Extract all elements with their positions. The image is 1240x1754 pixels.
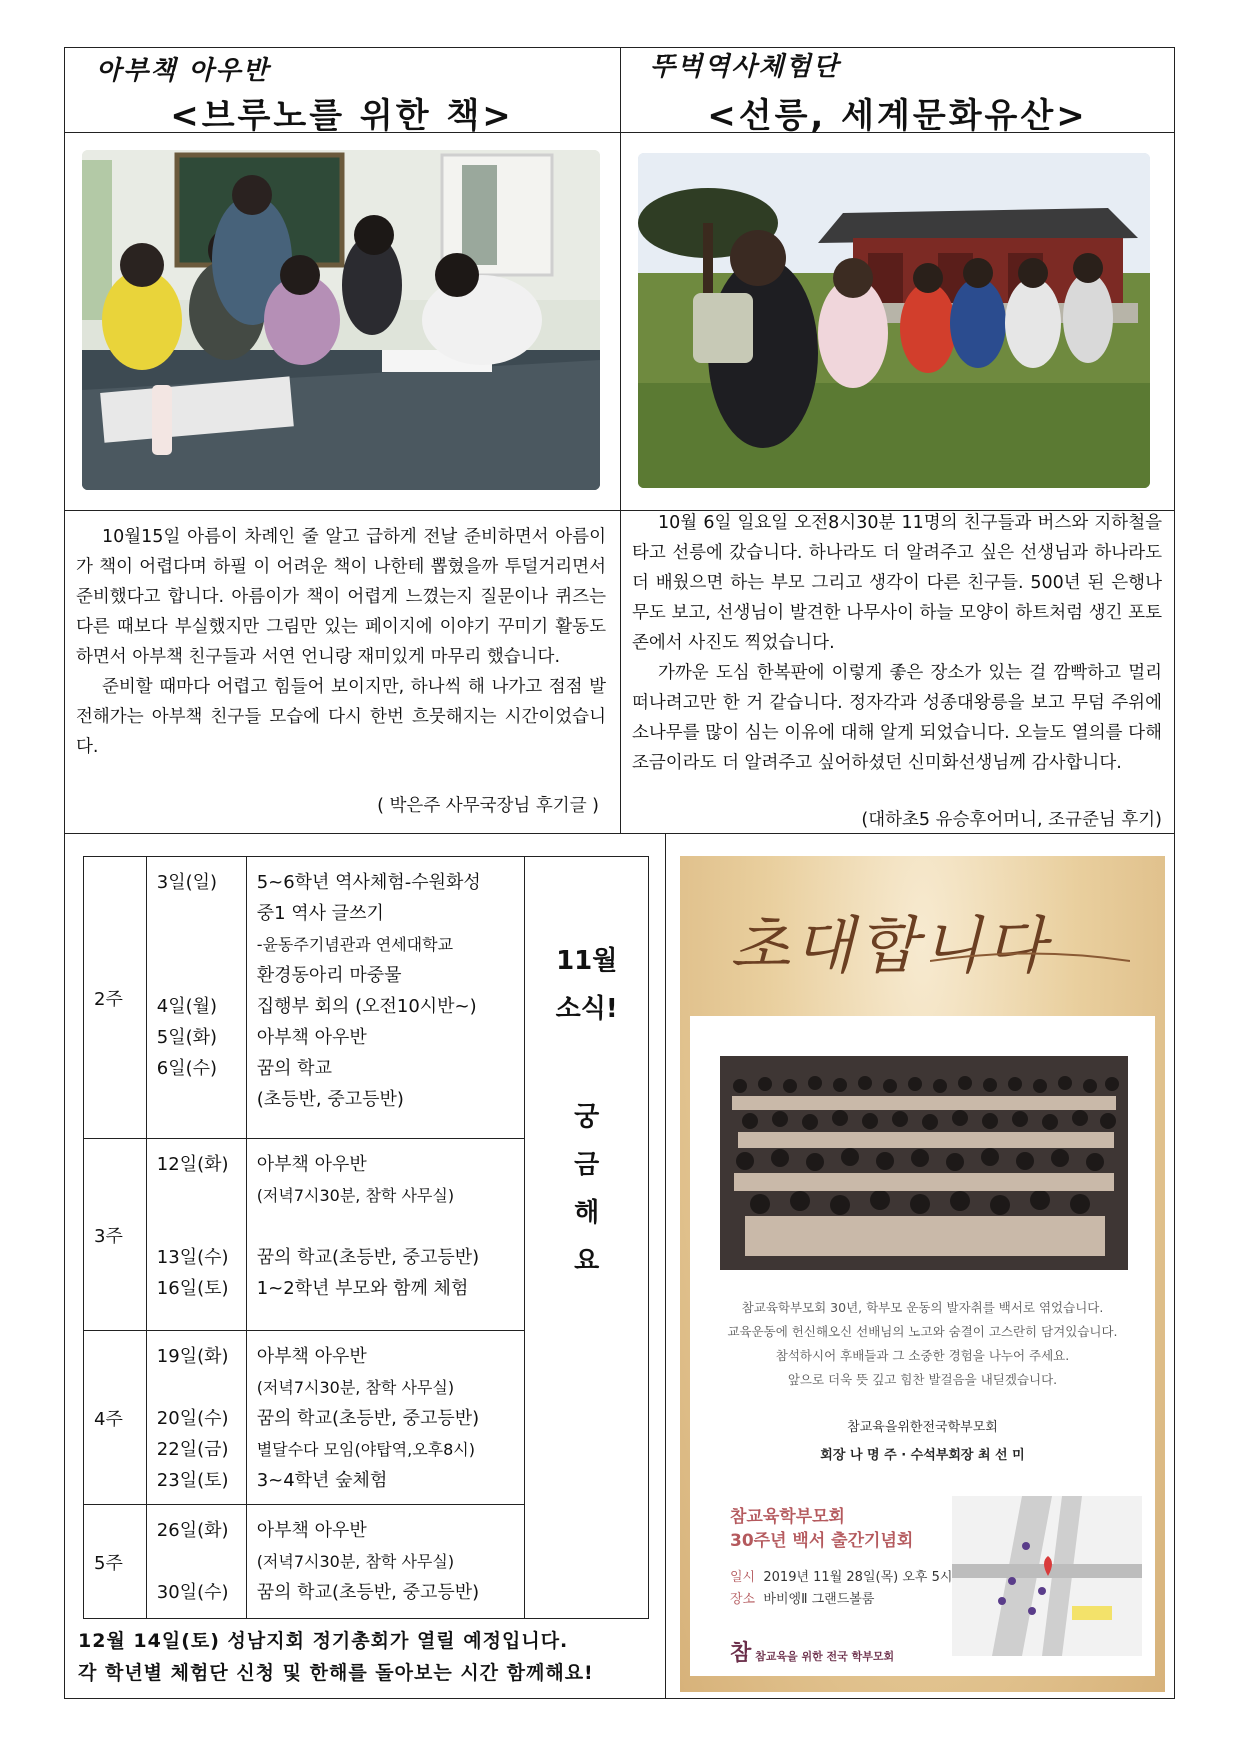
divider [665,833,666,1699]
sidebar-text: 요 [574,1246,600,1276]
event: 아부책 아우반 [256,1520,367,1541]
where-value: 바비엥Ⅱ 그랜드볼룸 [763,1592,875,1607]
event: 집행부 회의 (오전10시반~) [256,996,477,1017]
event: 1~2학년 부모와 함께 체험 [256,1278,469,1299]
left-paragraph-1: 10월15일 아름이 차례인 줄 알고 급하게 전날 준비하면서 아름이가 책이 어렵다며 하필 이 어려운 책이 나한테 뽑혔을까 투덜거리면서 준비했다고 합니다. 아름이가 책이 어렵게 느꼈는지 질문이나 퀴즈는 다른 때보다 부실했지만 그림만 있는 페이지에 이야기 꾸미기 활동도 하면서 아부책 친구들과 서연 언니랑 재미있게 마무리 했습니다. [76,527,606,667]
week-dates [146,1331,246,1505]
right-paragraph-2: 가까운 도심 한복판에 이렇게 좋은 장소가 있는 걸 깜빡하고 멀리 떠나려고만 한 거 같습니다. 정자각과 성종대왕릉을 보고 무덤 주위에 소나무를 많이 심는 이유에 대해 알게 되었습니다. 오늘도 열의를 다해 조금이라도 더 알려주고 싶어하셨던 신미화선생님께 감사합니다. [632,663,1162,773]
event: (초등반, 중고등반) [256,1089,404,1110]
group-photo [720,1056,1128,1270]
week-dates [146,1505,246,1619]
event: (저녁7시30분, 참학 사무실) [256,1378,455,1397]
sidebar-text: 소식! [555,994,618,1024]
date: 13일(수) [156,1247,229,1268]
week-label: 2주 [84,857,147,1139]
date [157,1372,246,1403]
event: 꿈의 학교(초등반, 중고등반) [256,1408,480,1429]
reading-class-photo [82,150,600,490]
event: 5~6학년 역사체험-수원화성 [256,872,481,893]
date: 26일(화) [156,1520,229,1541]
when-value: 2019년 11월 28일(목) 오후 5시 [763,1570,953,1585]
date: 3일(일) [156,872,218,893]
date: 19일(화) [156,1346,229,1367]
week-dates [146,1139,246,1331]
event-title-line2: 30주년 백서 출간기념회 [730,1531,914,1551]
event: 꿈의 학교(초등반, 중고등반) [256,1582,480,1603]
where-label: 장소 [730,1592,756,1607]
organization-logo: 참 참교육을 위한 전국 학부모회 [730,1641,895,1666]
week-events [246,857,525,1139]
week-label: 3주 [84,1139,147,1331]
event: 중1 역사 글쓰기 [256,903,384,924]
event: (저녁7시30분, 참학 사무실) [256,1186,455,1205]
left-header-small: 아부책 아우반 [96,56,270,86]
week-events [246,1331,525,1505]
event: 환경동아리 마중물 [256,965,402,986]
invitation-message-3: 참석하시어 후배들과 그 소중한 경험을 나누어 주세요. [775,1348,1070,1363]
event: 꿈의 학교(초등반, 중고등반) [256,1247,480,1268]
date: 12일(화) [156,1154,229,1175]
invitation-title: 초대합니다 [730,909,1050,982]
date: 30일(수) [156,1582,229,1603]
invitation-organization: 참교육을위한전국학부모회 [847,1420,998,1435]
invitation-leaders: 회장 나 명 주 · 수석부회장 최 선 미 [820,1448,1025,1463]
sparkle-icon [930,951,1130,971]
week-label: 5주 [84,1505,147,1619]
general-meeting-note: 12월 14일(토) 성남지회 정기총회가 열릴 예정입니다. [78,1630,569,1652]
event: 별달수다 모임(야탑역,오후8시) [256,1440,475,1459]
date [157,929,246,960]
date: 6일(수) [156,1058,218,1079]
date [157,898,246,929]
divider [64,833,1175,834]
week-dates [146,857,246,1139]
event: (저녁7시30분, 참학 사무실) [256,1552,455,1571]
event: 아부책 아우반 [256,1154,367,1175]
right-paragraph-1: 10월 6일 일요일 오전8시30분 11명의 친구들과 버스와 지하철을 타고 선릉에 갔습니다. 하나라도 더 알려주고 싶은 선생님과 하나라도 더 배웠으면 하는 부모 그리고 생각이 다른 친구들. 500년 된 은행나무도 보고, 선생님이 발견한 나무사이 하늘 모양이 하트처럼 생긴 포토존에서 사진도 찍었습니다. [632,513,1162,653]
invitation-card [690,1016,1155,1676]
seolleung-tour-photo [638,153,1150,488]
event: 아부책 아우반 [256,1027,367,1048]
left-review-text [76,522,606,762]
right-review-text [632,508,1162,778]
right-header-title: <선릉, 세계문화유산> [707,96,1088,136]
week-events [246,1139,525,1331]
date: 5일(화) [156,1027,218,1048]
divider [620,47,621,833]
event-where [730,1588,874,1607]
date [157,1084,246,1115]
left-paragraph-2: 준비할 때마다 어렵고 힘들어 보이지만, 하나씩 해 나가고 점점 발전해가는 아부책 친구들 모습에 다시 한번 흐뭇해지는 시간이었습니다. [76,677,606,757]
date: 22일(금) [156,1439,229,1460]
left-header-title: <브루노를 위한 책> [170,96,514,136]
november-schedule-table [83,856,649,1619]
week-events [246,1505,525,1619]
november-news-sidebar [525,857,649,1619]
date [157,1546,246,1577]
event [257,1211,525,1242]
invitation-poster [680,856,1165,1692]
date [157,1211,246,1242]
sidebar-text: 해 [574,1198,600,1228]
sidebar-text: 궁 [574,1102,600,1132]
date [157,960,246,991]
table-row [84,857,649,1139]
right-header-small: 뚜벅역사체험단 [650,52,840,82]
sidebar-text: 금 [574,1150,600,1180]
event: 꿈의 학교 [256,1058,332,1079]
date: 16일(토) [156,1278,229,1299]
logo-text: 참교육을 위한 전국 학부모회 [755,1650,895,1663]
event: 아부책 아우반 [256,1346,367,1367]
sidebar-text: 11월 [556,946,618,976]
date: 20일(수) [156,1408,229,1429]
left-review-signature: ( 박은주 사무국장님 후기글 ) [377,796,599,816]
date [157,1180,246,1211]
event-title-line1: 참교육학부모회 [730,1507,845,1527]
when-label: 일시 [730,1570,756,1585]
year-end-note: 각 학년별 체험단 신청 및 한해를 돌아보는 시간 함께해요! [78,1662,594,1684]
date: 23일(토) [156,1470,229,1491]
event: -윤동주기념관과 연세대학교 [256,935,454,954]
week-label: 4주 [84,1331,147,1505]
right-review-signature: (대하초5 유승후어머니, 조규준님 후기) [861,810,1162,830]
event: 3~4학년 숲체험 [256,1470,388,1491]
invitation-message-4: 앞으로 더욱 뜻 깊고 힘찬 발걸음을 내딛겠습니다. [787,1372,1058,1387]
location-map [952,1496,1142,1656]
invitation-message-1: 참교육학부모회 30년, 학부모 운동의 발자취를 백서로 엮었습니다. [741,1300,1104,1315]
date: 4일(월) [156,996,218,1017]
invitation-message-2: 교육운동에 헌신해오신 선배님의 노고와 숨결이 고스란히 담겨있습니다. [727,1324,1118,1339]
event-when [730,1566,952,1585]
